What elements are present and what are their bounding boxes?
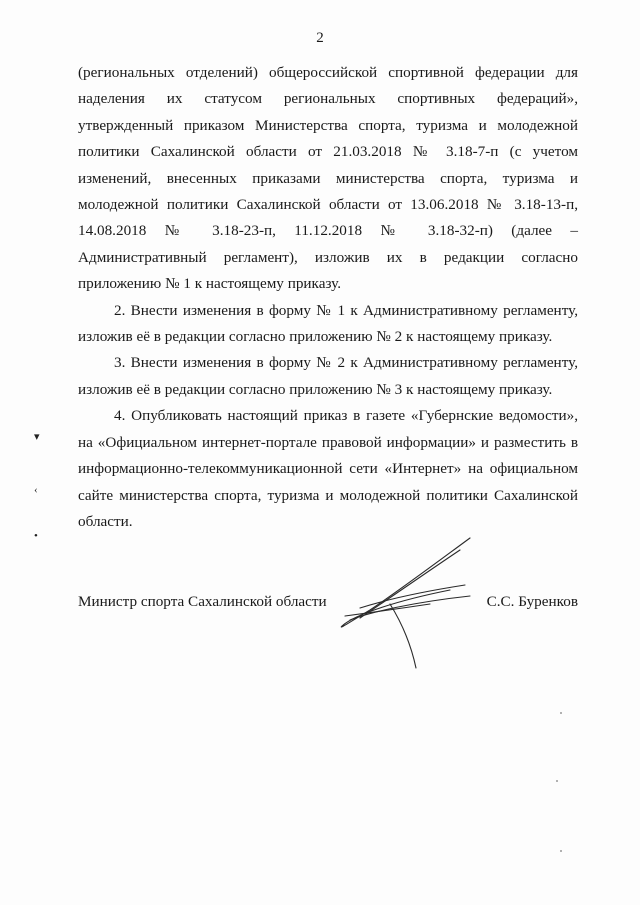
signatory-name: С.С. Буренков [486, 593, 578, 610]
margin-tick-mark: ▾ [34, 431, 40, 443]
scan-speck [560, 712, 562, 714]
page-number: 2 [316, 30, 324, 46]
signatory-title: Министр спорта Сахалинской области [78, 593, 327, 610]
scan-speck [556, 780, 558, 782]
paragraph-continuation: (региональных отделений) общероссийской спортивной федерации для наделения их статусом региональных спортивных федераций», утвержденный приказом Министерства спорта, туризма и молодежной политики Сахалинской области от 21.03.2018 № 3.18-7-п (с учетом изменений, внесенных приказами министерства спорта, туризма и молодежной политики Сахалинской области от 13.06.2018 № 3.18-13-п, 14.08.2018 № 3.18-23-п, 11.12.2018 № 3.18-32-п) (далее – Административный регламент), изложив их в редакции согласно приложению № 1 к настоящему приказу. [78, 64, 578, 293]
margin-tick-mark: ‹ [34, 484, 38, 496]
scan-speck [560, 850, 562, 852]
paragraph-item-3: 3. Внести изменения в форму № 2 к Административному регламенту, изложив её в редакции согласно приложению № 3 к настоящему приказу. [78, 354, 578, 398]
document-body [78, 60, 578, 535]
paragraph-item-2: 2. Внести изменения в форму № 1 к Административному регламенту, изложив её в редакции согласно приложению № 2 к настоящему приказу. [78, 301, 578, 346]
signature-block [78, 593, 578, 623]
margin-tick-mark: • [34, 530, 38, 542]
paragraph-item-4: 4. Опубликовать настоящий приказ в газете «Губернские ведомости», на «Официальном интернет-портале правовой информации» и разместить в информационно-телекоммуникационной сети «Интернет» на официальном сайте министерства спорта, туризма и молодежной политики Сахалинской области. [78, 407, 578, 530]
